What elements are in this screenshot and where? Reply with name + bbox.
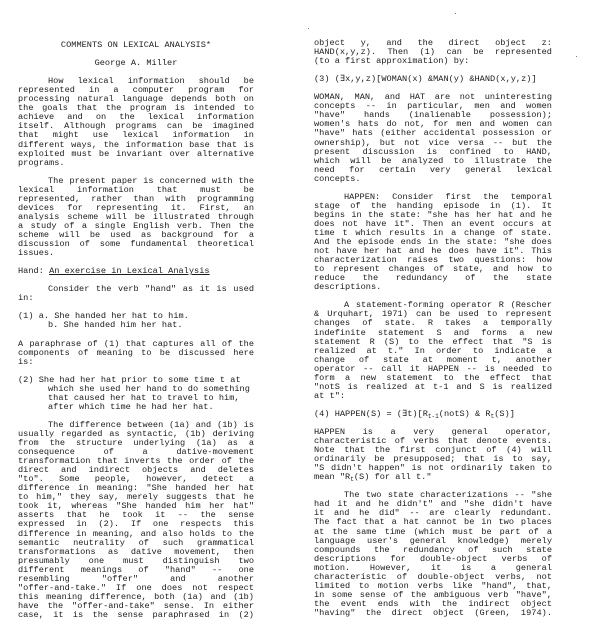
formula-part: (notS) & R — [438, 408, 491, 419]
text-line: change of state at moment t, another — [314, 354, 552, 365]
text-line: at t": — [314, 390, 346, 401]
text-line: "to". Some people, however, detect a — [18, 474, 254, 485]
example-1 — [18, 312, 254, 330]
text-line: that might use lexical information in — [18, 130, 254, 141]
text-line: How lexical information should be — [48, 76, 254, 87]
text-line: "offer-and-take." If one does not respect — [18, 582, 254, 593]
text-line: semantic neutrality of such grammatical — [18, 537, 254, 548]
formula-subscript: t-1 — [427, 412, 439, 420]
text-line: to represent changes of state, and how to — [314, 264, 552, 275]
text-line: language user's general knowledge) merely — [314, 535, 552, 546]
text-line: devices for representing it. First, an — [18, 202, 254, 213]
text-line: HAPPEN is a very general operator, — [314, 427, 552, 438]
top-paragraph — [314, 39, 552, 66]
text-line: changes of state. R takes a temporally — [314, 318, 552, 329]
text-line: A paraphrase of (1) that captures all of the — [18, 338, 254, 349]
text-line: in: — [18, 293, 34, 304]
text-line: concepts. — [314, 173, 361, 184]
text-line: transformations as dative movement, then — [18, 546, 254, 557]
text-line: analysis scheme will be illustrated through — [18, 211, 254, 222]
text-line: achieve and on the lexical information — [18, 112, 254, 123]
text-line: does not have it". Then an event occurs at — [314, 218, 552, 229]
text-line: The two state characterizations -- "she — [344, 490, 552, 501]
text-line: The difference between (1a) and (1b) is — [48, 419, 254, 430]
formula-subscript: t — [490, 412, 495, 420]
text-line: characteristic of double-object verbs, not — [314, 571, 552, 582]
right-column — [314, 39, 552, 618]
text-line: usually regarded as syntactic, (1b) deriving — [18, 429, 254, 440]
example-2-line: that caused her hat to travel to him, — [48, 392, 240, 403]
text-line: "S didn't happen" is not ordinarily taken to — [314, 463, 552, 474]
text-line: statement R (S) to the effect that "S is — [314, 336, 552, 347]
text-line: the goals that the program is intended to — [18, 103, 254, 114]
text-line — [314, 473, 552, 482]
text-line: case, it is the sense paraphrased in (2) — [18, 609, 254, 620]
text-line: at the same time (which must be part of a — [314, 526, 552, 537]
text-line: not have her hat and he does have it". This — [314, 246, 552, 257]
text-line: present discussion is confined to HAND, — [314, 146, 552, 157]
example-number: (1) — [18, 311, 34, 322]
text-line: HAND(x,y,z). Then (1) can be represented — [314, 47, 552, 58]
text-line: different meanings of "hand" -- one — [18, 564, 254, 575]
paraphrase-paragraph — [18, 340, 254, 367]
text-line: descriptions. — [314, 282, 382, 293]
text-line: scheme will be used as background for a — [18, 229, 254, 240]
example-2 — [18, 376, 254, 412]
text-line: reduce the redundancy of the state — [314, 273, 552, 284]
text-line: discussion of some fundamental theoretical — [18, 239, 254, 250]
text-line: & Urquhart, 1971) can be used to represent — [314, 309, 552, 320]
intro-paragraph — [18, 77, 254, 167]
text-line: resembling "offer" and another — [18, 573, 254, 584]
text-line: HAPPEN: Consider first the temporal — [344, 191, 552, 202]
paper-author: George A. Miller — [94, 58, 178, 69]
text-line: to him," they say, merely suggests that he — [18, 492, 254, 503]
text-line: "having" the direct object (Green, 1974). — [314, 607, 552, 618]
text-line: characterization raises two questions: how — [314, 255, 552, 266]
text-line: is: — [18, 356, 34, 367]
text-line: processing natural language depends both on — [18, 94, 254, 105]
text-line: women's hats do not, for men and women can — [314, 119, 552, 130]
text-line: realized at t." In order to indicate a — [314, 345, 552, 356]
example-text: She had her hat prior to some time t at — [38, 374, 241, 385]
formula-part: (S)] — [494, 408, 515, 419]
text-line: WOMAN, MAN, and HAT are not uninteresting — [314, 92, 552, 103]
text-line: operator -- call it HAPPEN -- is needed to — [314, 363, 552, 374]
text-line: concepts -- in particular, men and women — [314, 101, 552, 112]
happen-paragraph — [314, 193, 552, 293]
text-line: indefinite statement S and forms a new — [314, 327, 552, 338]
happen-general-paragraph — [314, 428, 552, 482]
example-text: a. She handed her hat to him. — [38, 311, 189, 322]
text-line: difference in meaning: "She handed her hat — [18, 483, 254, 494]
text-line: descriptions for double-object verbs of — [314, 553, 552, 564]
section-heading — [18, 267, 254, 276]
text-line: (to a first approximation) by: — [314, 56, 470, 67]
paper-title: COMMENTS ON LEXICAL ANALYSIS* — [60, 40, 212, 50]
text-line: which will be analyzed to illustrate the — [314, 155, 552, 166]
text-line: limited to motion verbs like "hand", that, — [314, 580, 552, 591]
section-heading-title: An exercise in Lexical Analysis — [49, 266, 210, 277]
text-line: form a new statement to the effect that — [314, 372, 552, 383]
text-line: consequence of a dative-movement — [18, 447, 254, 458]
text-line: "have" hands (inalienable possession); — [314, 110, 552, 121]
text-line: need for certain very general lexical — [314, 164, 552, 175]
text-line: Note that the first conjunct of (4) will — [314, 445, 552, 456]
text-line: issues. — [18, 248, 55, 259]
statement-paragraph — [314, 301, 552, 401]
formula-4 — [314, 410, 552, 419]
text-line: itself. Although programs can be imagined — [18, 121, 254, 132]
text-line: represented in a computer program for — [18, 85, 254, 96]
text-line: ordinarily be presupposed; that is to say, — [314, 454, 552, 465]
text-line: stage of the handing episode in (1). It — [314, 200, 552, 211]
text-line: different ways, the information base that is — [18, 139, 254, 150]
text-line: motion. However, it is a general — [314, 562, 552, 573]
text-line: characteristic of verbs that denote events. — [314, 436, 552, 447]
text-line: "notS is realized at t-1 and S is realized — [314, 381, 552, 392]
text-line: The fact that a hat cannot be in two places — [314, 517, 552, 528]
difference-paragraph — [18, 421, 254, 620]
text-line: in some sense of the ambiguous verb "have", — [314, 589, 552, 600]
text-line: a study of a single English verb. Then the — [18, 220, 254, 231]
text-line: transformation that inverts the order of the — [18, 456, 254, 467]
text-line: took it, whereas "She handed him her hat" — [18, 501, 254, 512]
text-part: mean "R — [314, 472, 351, 483]
second-paragraph — [18, 177, 254, 258]
woman-paragraph — [314, 93, 552, 183]
subscript: t — [350, 476, 354, 484]
text-line: components of meaning to be discussed here — [18, 347, 254, 358]
text-line: A statement-forming operator R (Rescher — [344, 300, 552, 311]
text-line: "have" hats (either accidental possession or — [314, 128, 552, 139]
text-line: Consider the verb "hand" as it is used — [48, 284, 254, 295]
text-line: exploited must be invariant over alternative — [18, 148, 254, 159]
text-line: The present paper is concerned with the — [48, 175, 254, 186]
formula-part: (4) HAPPEN(S) = (∃t)[R — [314, 408, 428, 419]
text-line: had it and he didn't" and "she didn't have — [314, 499, 552, 510]
example-number: (2) — [18, 374, 34, 385]
text-line: have the "offer-and-take" sense. In either — [18, 600, 254, 611]
text-line: direct and indirect objects and deletes — [18, 465, 254, 476]
text-line: begins in the state: "she has her hat and he — [314, 209, 552, 220]
text-line: time t which results in a change of state. — [314, 227, 552, 238]
two-state-paragraph — [314, 491, 552, 618]
text-line: presumably one must distinguish two — [18, 555, 254, 566]
left-column — [18, 41, 254, 620]
scan-speck — [576, 56, 577, 57]
scan-speck — [308, 28, 309, 29]
text-line: this meaning difference, both (1a) and (1b) — [18, 591, 254, 602]
text-line: lexical information that must be — [18, 184, 254, 195]
example-2-line: which she used her hand to do something — [48, 383, 250, 394]
section-heading-prefix: Hand: — [18, 266, 44, 277]
text-line: And the episode ends in the state: "she does — [314, 237, 552, 248]
text-line: ownership), but not vice versa -- but the — [314, 137, 552, 148]
text-line: expressed in (2). If one respects this — [18, 519, 254, 530]
formula-3: (3) (∃x,y,z)[WOMAN(x) &MAN(y) &HAND(x,y,z)] — [314, 74, 537, 85]
text-line: compounds the redundancy of such state — [314, 544, 552, 555]
text-line: from the structure underlying (1a) as a — [18, 438, 254, 449]
text-line: object y, and the direct object z: — [314, 38, 552, 48]
example-2-line: after which time he had her hat. — [48, 401, 214, 412]
text-line: the event ends with the indirect object — [314, 598, 552, 609]
text-line: programs. — [18, 157, 65, 168]
scan-speck — [455, 13, 456, 14]
text-line: asserts that he took it -- the sense — [18, 510, 254, 521]
text-line: difference in meaning, and also holds to the — [18, 528, 254, 539]
text-line: represented, rather than with programming — [18, 193, 254, 204]
text-line: it and he did" -- are clearly redundant. — [314, 508, 552, 519]
example-1-b: b. She handed him her hat. — [48, 320, 183, 331]
text-part: (S) for all t." — [353, 472, 432, 483]
